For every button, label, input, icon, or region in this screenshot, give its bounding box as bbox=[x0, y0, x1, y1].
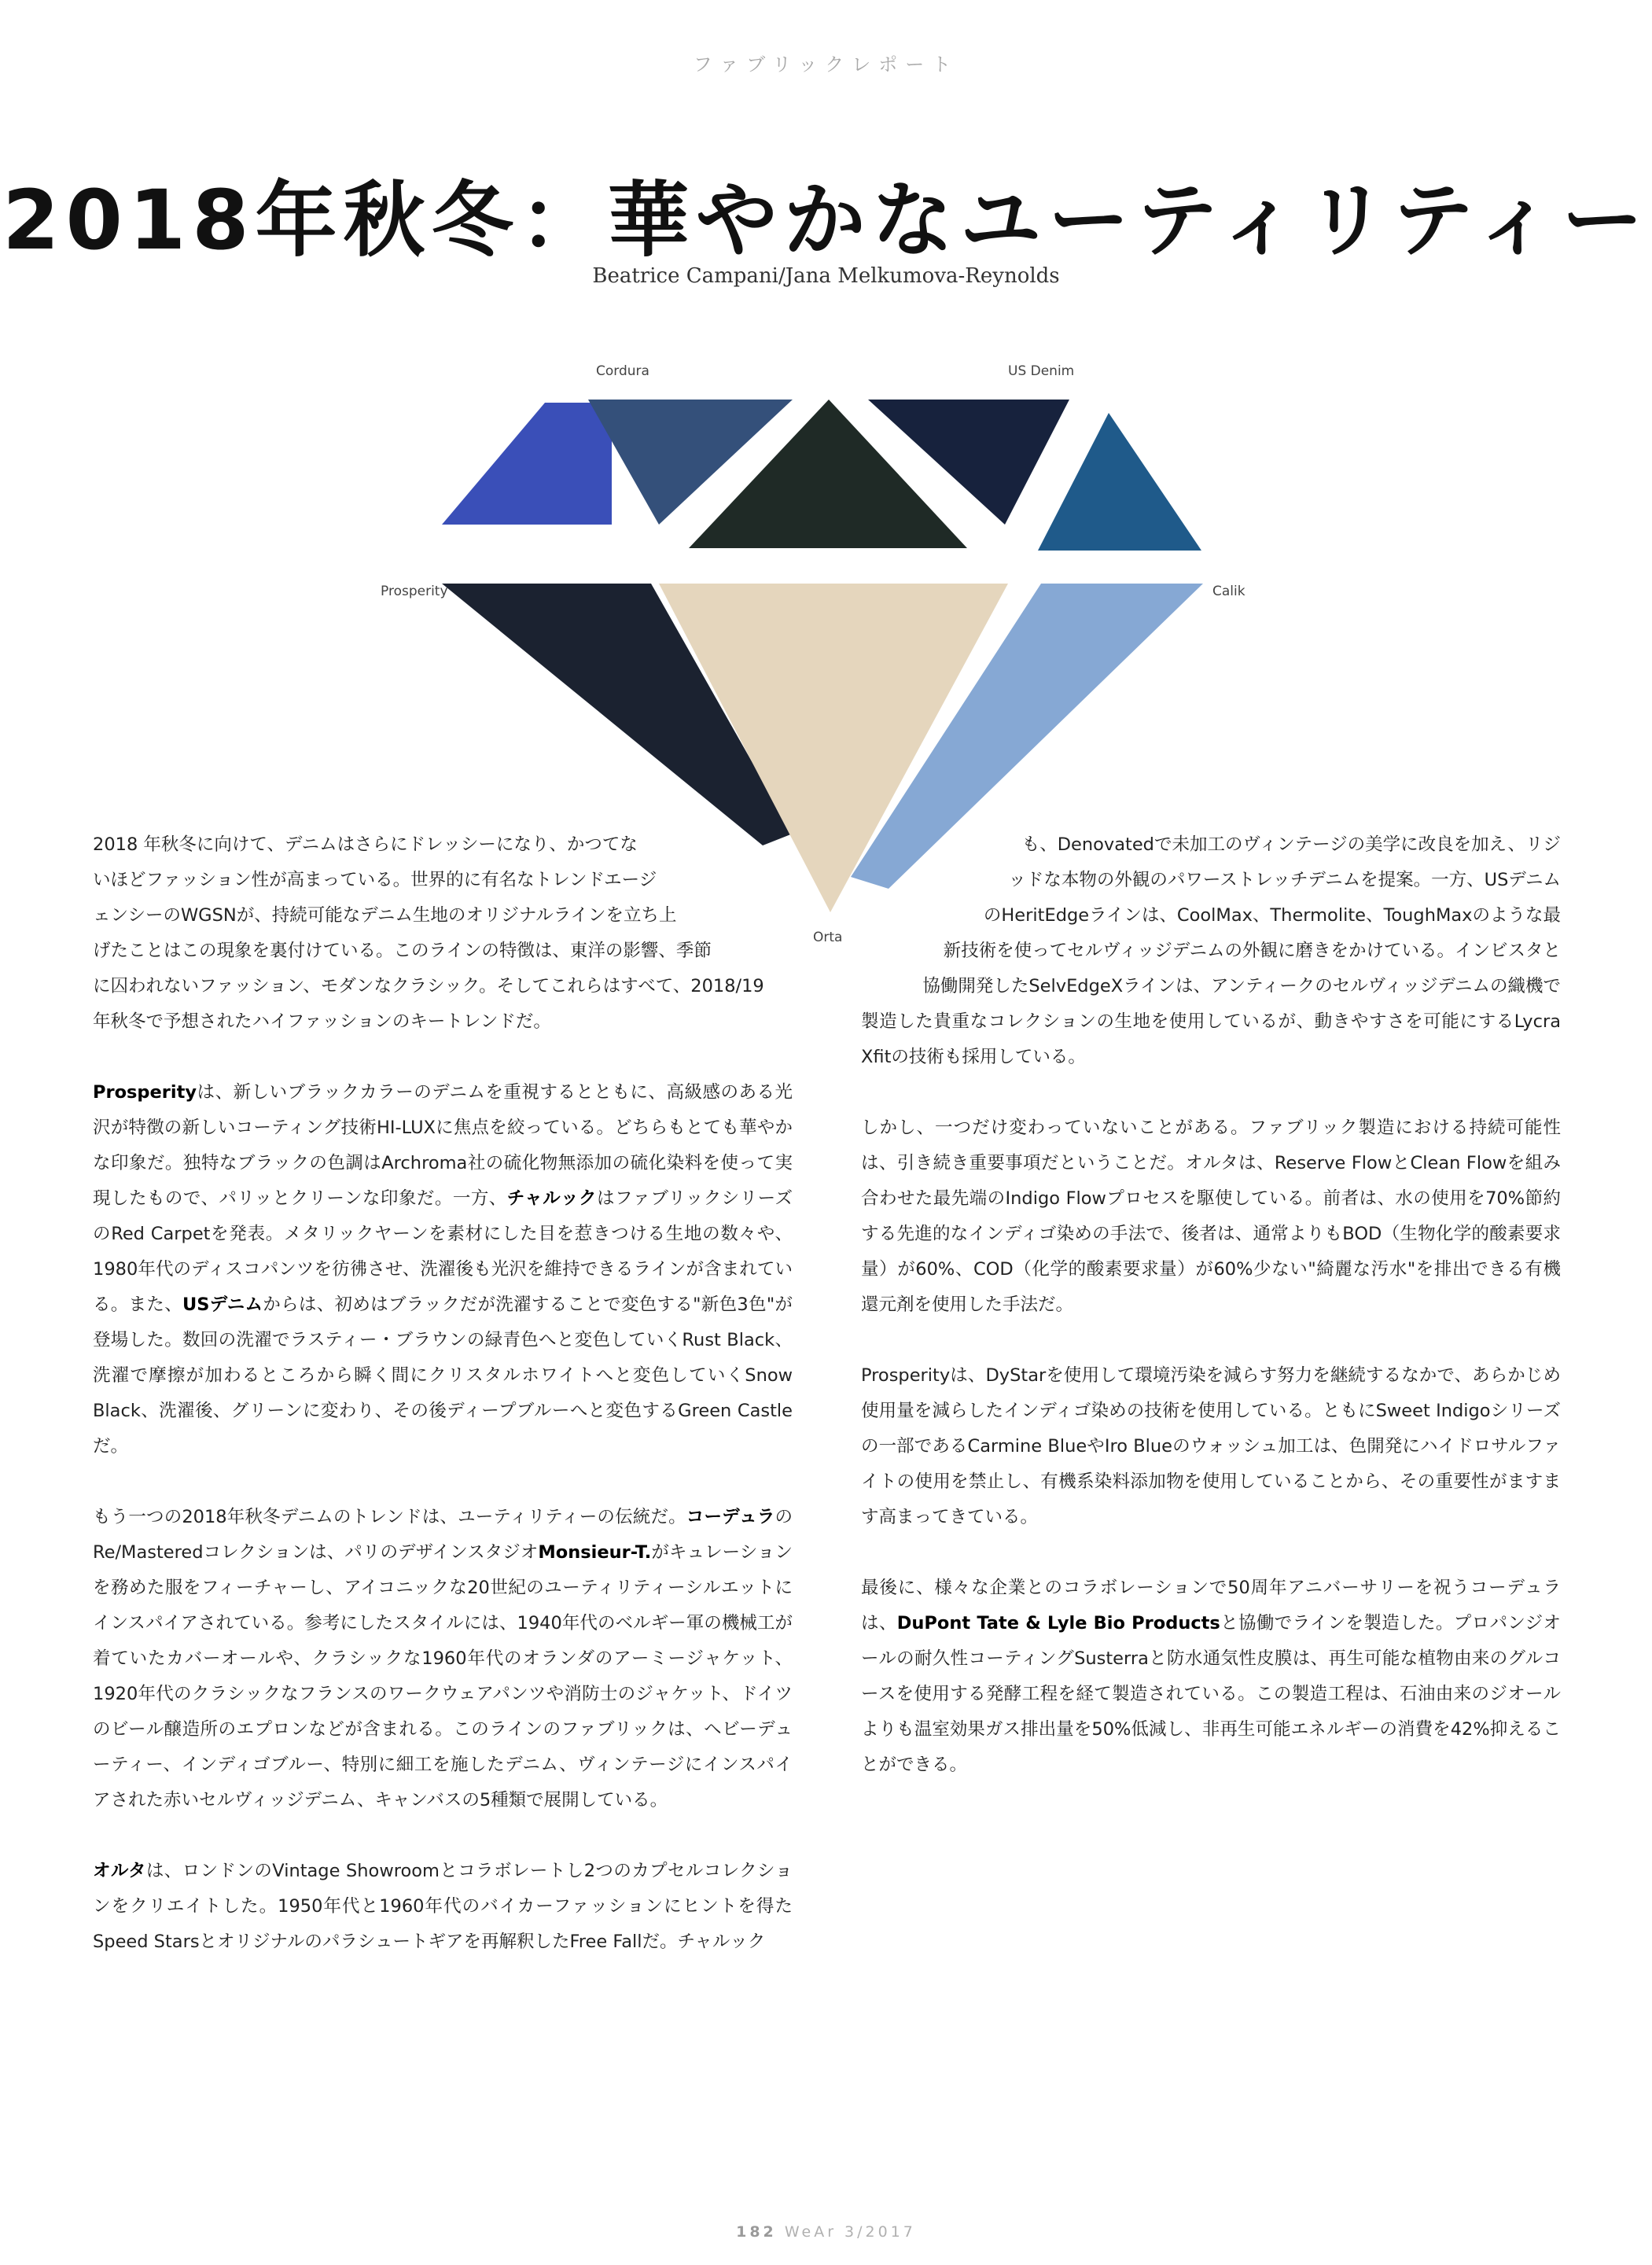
paragraph-prosperity bbox=[93, 1075, 793, 1464]
body-text: もう一つの2018年秋冬デニムのトレンドは、ユーティリティーの伝統だ。 bbox=[93, 1507, 686, 1527]
text-line: ッドな本物の外観のパワーストレッチデニムを提案。一方、USデニム bbox=[1008, 870, 1561, 890]
fabric-swatch-teal-blue bbox=[1038, 413, 1201, 551]
paragraph-cordura-anniversary bbox=[861, 1571, 1561, 1783]
body-text: のRe/Masteredコレクションは、パリのデザインスタジオ bbox=[93, 1507, 793, 1563]
text-line: いほどファッション性が高まっている。世界的に有名なトレンドエージ bbox=[93, 870, 657, 890]
right-column bbox=[861, 827, 1561, 1818]
text-line: のHeritEdgeラインは、CoolMax、Thermolite、ToughMaxのような最 bbox=[983, 905, 1561, 926]
text-line: 製造した貴重なコレクションの生地を使用しているが、動きやすさを可能にするLycra Xfitの技術も採用している。 bbox=[861, 1011, 1561, 1067]
brand-name: DuPont Tate & Lyle Bio Products bbox=[896, 1613, 1220, 1633]
text-line: 新技術を使ってセルヴィッジデニムの外観に磨きをかけている。インビスタと bbox=[943, 941, 1561, 961]
paragraph-orta bbox=[93, 1854, 793, 1960]
body-text: はファブリックシリーズのRed Carpetを発表。メタリックヤーンを素材にした目を惹きつける生地の数々や、1980年代のディスコパンツを彷彿させ、洗濯後も光沢を維持できるラインが含まれている。また、 bbox=[93, 1188, 793, 1315]
label-orta: Orta bbox=[813, 930, 843, 945]
paragraph-prosperity-dystar: Prosperityは、DyStarを使用して環境汚染を減らす努力を継続するなかで、あらかじめ使用量を減らしたインディゴ染めの技術を使用している。ともにSweet Indigoシリーズの一部であるCarmine BlueやIro Blueのウォッシュ加工は、色開発にハイドロサルファイトの使用を禁止し、有機系染料添加物を使用していることから、その重要性がますます高まってきている。 bbox=[861, 1365, 1561, 1527]
body-text: 最後に、様々な企業とのコラボレーションで50周年アニバーサリーを祝うコーデュラは、 bbox=[861, 1578, 1561, 1633]
paragraph-calik bbox=[861, 827, 1561, 1075]
text-line: 2018 年秋冬に向けて、デニムはさらにドレッシーになり、かつてな bbox=[93, 834, 638, 855]
article-title: 2018年秋冬：華やかなユーティリティー bbox=[2, 172, 1650, 268]
label-prosperity: Prosperity bbox=[381, 584, 448, 599]
body-text: は、ロンドンのVintage Showroomとコラボレートし2つのカプセルコレクションをクリエイトした。1950年代と1960年代のバイカーファッションにヒントを得たSpeed Starsとオリジナルのパラシュートギアを再解釈したFree Fallだ。チャルック bbox=[93, 1861, 793, 1952]
body-text: と協働でラインを製造した。プロパンジオールの耐久性コーティングSusterraと防水通気性皮膜は、再生可能な植物由来のグルコースを使用する発酵工程を経て製造されている。この製造工程は、石油由来のジオールよりも温室効果ガス排出量を50%低減し、非再生可能エネルギーの消費を42%抑えることができる。 bbox=[861, 1613, 1561, 1775]
page-number: 182 bbox=[736, 2223, 777, 2241]
text-line: ェンシーのWGSNが、持続可能なデニム生地のオリジナルラインを立ち上 bbox=[93, 905, 677, 926]
text-line: げたことはこの現象を裏付けている。このラインの特徴は、東洋の影響、季節 bbox=[93, 941, 712, 961]
text-line: 年秋冬で予想されたハイファッションのキートレンドだ。 bbox=[93, 1011, 551, 1032]
brand-name: USデニム bbox=[182, 1295, 263, 1315]
brand-name: Prosperity bbox=[93, 1082, 197, 1103]
left-column bbox=[93, 827, 793, 1995]
body-text: からは、初めはブラックだが洗濯することで変色する"新色3色"が登場した。数回の洗濯でラスティー・ブラウンの緑青色へと変色していくRust Black、洗濯で摩擦が加わるところから瞬く間にクリスタルホワイトへと変色していくSnow Black、洗濯後、グリーンに変わり、その後ディープブルーへと変色するGreen Castleだ。 bbox=[93, 1295, 793, 1457]
label-cordura: Cordura bbox=[596, 363, 649, 379]
article-byline: Beatrice Campani/Jana Melkumova-Reynolds bbox=[592, 264, 1060, 288]
body-text: は、新しいブラックカラーのデニムを重視するとともに、高級感のある光沢が特徴の新しいコーティング技術HI-LUXに焦点を絞っている。どちらもとても華やかな印象だ。独特なブラックの色調はArchroma社の硫化物無添加の硫化染料を使って実現したもので、パリッとクリーンな印象だ。一方、 bbox=[93, 1082, 793, 1209]
body-text: がキュレーションを務めた服をフィーチャーし、アイコニックな20世紀のユーティリティーシルエットにインスパイアされている。参考にしたスタイルには、1940年代のベルギー軍の機械工が着ていたカバーオールや、クラシックな1960年代のオランダのアーミージャケット、1920年代のクラシックなフランスのワークウェアパンツや消防士のジャケット、ドイツのビール醸造所のエプロンなどが含まれる。このラインのファブリックは、ヘビーデューティー、インディゴブルー、特別に細工を施したデニム、ヴィンテージにインスパイアされた赤いセルヴィッジデニム、キャンバスの5種類で展開している。 bbox=[93, 1542, 793, 1810]
fabric-swatch-royal-blue bbox=[442, 403, 612, 525]
text-line: に囚われないファッション、モダンなクラシック。そしてこれらはすべて、2018/19 bbox=[93, 976, 764, 996]
paragraph-cordura bbox=[93, 1500, 793, 1818]
label-calik: Calik bbox=[1212, 584, 1245, 599]
label-us-denim: US Denim bbox=[1008, 363, 1075, 379]
publication-name: WeAr 3/2017 bbox=[784, 2223, 916, 2241]
brand-name: チャルック bbox=[506, 1188, 598, 1209]
section-kicker: ファブリックレポート bbox=[693, 53, 959, 76]
text-line: も、Denovatedで未加工のヴィンテージの美学に改良を加え、リジ bbox=[1021, 834, 1561, 855]
paragraph-intro bbox=[93, 827, 793, 1040]
text-line: 協働開発したSelvEdgeXラインは、アンティークのセルヴィッジデニムの織機で bbox=[922, 976, 1561, 996]
paragraph-sustainability: しかし、一つだけ変わっていないことがある。ファブリック製造における持続可能性は、引き続き重要事項だということだ。オルタは、Reserve FlowとClean Flowを組み合わせた最先端のIndigo Flowプロセスを駆使している。前者は、水の使用を70%節約する先進的なインディゴ染めの手法で、後者は、通常よりもBOD（生物化学的酸素要求量）が60%、COD（化学的酸素要求量）が60%少ない"綺麗な汚水"を排出できる有機還元剤を使用した手法だ。 bbox=[861, 1118, 1561, 1315]
brand-name: Monsieur-T. bbox=[538, 1542, 652, 1563]
brand-name: コーデュラ bbox=[686, 1507, 775, 1527]
brand-name: オルタ bbox=[93, 1861, 146, 1881]
page-footer bbox=[0, 2223, 1652, 2241]
